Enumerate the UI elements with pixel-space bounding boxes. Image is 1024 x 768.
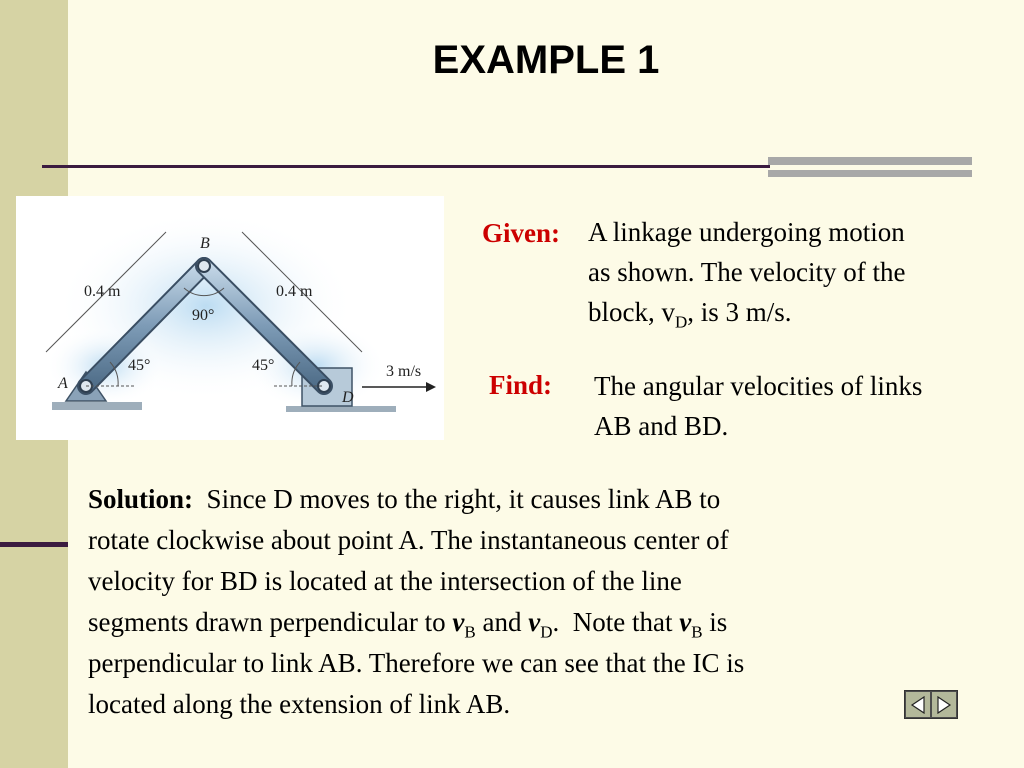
label-point-d: D (342, 389, 354, 406)
solution-line-4-is: is (702, 607, 728, 637)
pin-b (198, 260, 210, 272)
subscript-d: D (540, 622, 553, 642)
find-label: Find: (489, 370, 553, 400)
linkage-figure (16, 196, 444, 440)
triangle-left-icon (910, 696, 926, 714)
given-line-3-post: , is 3 m/s. (687, 297, 792, 327)
previous-slide-button[interactable] (905, 691, 931, 718)
slide-navigation (904, 690, 958, 719)
next-slide-button[interactable] (931, 691, 957, 718)
velocity-arrow-head (426, 382, 436, 392)
solution-line-4-note: . Note that (552, 607, 680, 637)
given-subscript-d: D (675, 312, 688, 332)
solution-line-4-and: and (475, 607, 529, 637)
vector-v: v (679, 607, 692, 637)
left-accent-line (0, 542, 68, 547)
solution-line-5: perpendicular to link AB. Therefore we can see that the IC is (88, 648, 745, 678)
subscript-b: B (464, 622, 476, 642)
given-label: Given: (482, 218, 560, 248)
slide-title: EXAMPLE 1 (432, 38, 660, 82)
solution-line-4-text: segments drawn perpendicular to (88, 607, 453, 637)
solution-line-3: velocity for BD is located at the intersection of the line (88, 566, 682, 596)
solution-line-4 (88, 602, 938, 643)
label-point-a: A (58, 375, 68, 392)
solution-line-1-text: Since D moves to the right, it causes link AB to (193, 484, 721, 514)
triangle-right-icon (936, 696, 952, 714)
label-velocity: 3 m/s (386, 363, 422, 380)
label-length-bd: 0.4 m (276, 283, 313, 300)
label-angle-a: 45° (128, 357, 151, 374)
given-line-2: as shown. The velocity of the (588, 257, 906, 287)
given-line-3 (588, 292, 1018, 332)
vector-v: v (528, 607, 541, 637)
given-line-1: A linkage undergoing motion (588, 217, 905, 247)
label-angle-b: 90° (192, 307, 215, 324)
given-line-3-pre: block, v (588, 297, 675, 327)
solution-line-2: rotate clockwise about point A. The instantaneous center of (88, 525, 729, 555)
find-line-1: The angular velocities of links (594, 371, 923, 401)
ground-a (52, 402, 142, 410)
solution-paragraph (88, 479, 938, 725)
given-text (588, 212, 1018, 332)
ground-d (286, 406, 396, 412)
solution-label: Solution: (88, 484, 194, 514)
title-divider-accent (768, 157, 972, 181)
vector-v: v (452, 607, 465, 637)
subscript-b: B (691, 622, 703, 642)
label-angle-d: 45° (252, 357, 275, 374)
linkage-diagram (16, 196, 444, 440)
title-divider-line (42, 165, 770, 168)
solution-line-6: located along the extension of link AB. (88, 689, 511, 719)
find-text (594, 366, 1014, 446)
solution-line-1 (88, 479, 938, 520)
label-point-b: B (200, 235, 210, 252)
label-length-ab: 0.4 m (84, 283, 121, 300)
find-line-2: AB and BD. (594, 411, 729, 441)
